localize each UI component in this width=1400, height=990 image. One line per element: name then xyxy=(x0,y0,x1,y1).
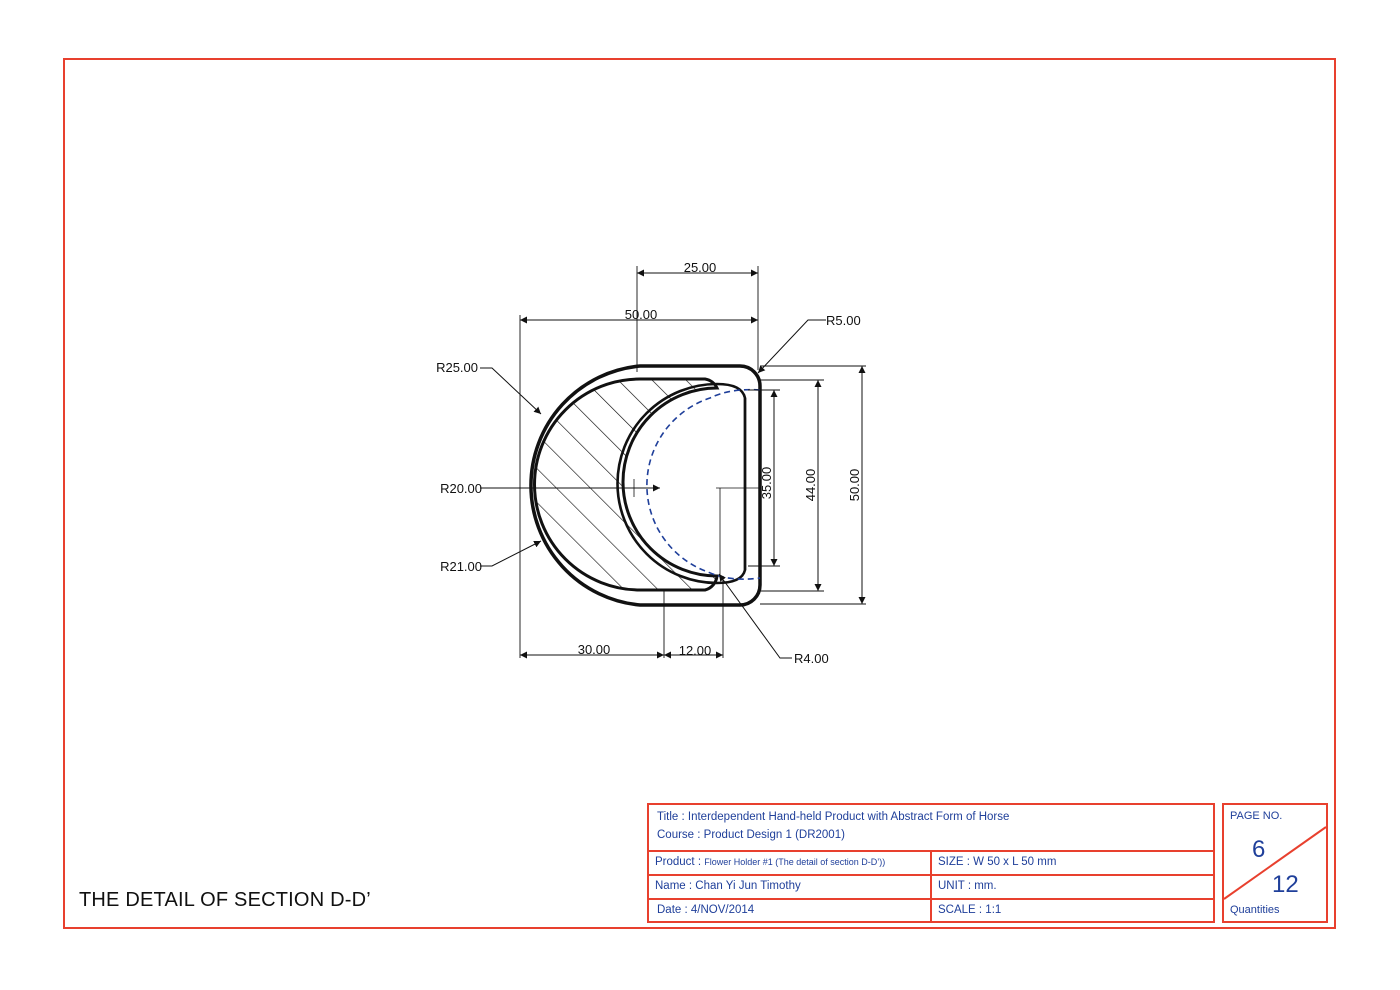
name-line: Name : Chan Yi Jun Timothy xyxy=(655,880,801,892)
scale-line: SCALE : 1:1 xyxy=(938,904,1002,916)
dim-radius-bottom: R4.00 xyxy=(794,651,829,666)
unit-line: UNIT : mm. xyxy=(938,880,997,892)
product-line xyxy=(655,856,885,868)
dim-top-width-large: 50.00 xyxy=(624,307,658,322)
dim-height-inner: 35.00 xyxy=(759,466,774,500)
dim-radius-center: R20.00 xyxy=(440,481,482,496)
date-line: Date : 4/NOV/2014 xyxy=(657,904,755,916)
product-label: Product : xyxy=(655,856,705,868)
title-block-divider xyxy=(930,850,932,923)
quantities-label: Quantities xyxy=(1230,904,1280,916)
dim-height-total: 50.00 xyxy=(847,468,862,502)
dim-bottom-width-mid: 12.00 xyxy=(678,643,712,658)
product-value: Flower Holder #1 (The detail of section D-D’)) xyxy=(704,857,886,867)
dim-top-width-small: 25.00 xyxy=(683,260,717,275)
course-line: Course : Product Design 1 (DR2001) xyxy=(657,829,845,841)
dim-bottom-width-left: 30.00 xyxy=(577,642,611,657)
construction-arc xyxy=(647,390,760,579)
section-caption: THE DETAIL OF SECTION D-D’ xyxy=(79,889,371,911)
size-line: SIZE : W 50 x L 50 mm xyxy=(938,856,1057,868)
hatched-section xyxy=(535,379,718,590)
quantity: 12 xyxy=(1272,871,1299,898)
page-label: PAGE NO. xyxy=(1230,810,1283,822)
dim-radius-inner: R21.00 xyxy=(440,559,482,574)
dim-radius-outer: R25.00 xyxy=(436,360,478,375)
dim-height-mid: 44.00 xyxy=(803,468,818,502)
page-number: 6 xyxy=(1252,836,1266,863)
dim-radius-top-right: R5.00 xyxy=(826,313,861,328)
title-line: Title : Interdependent Hand-held Product with Abstract Form of Horse xyxy=(657,811,1010,823)
